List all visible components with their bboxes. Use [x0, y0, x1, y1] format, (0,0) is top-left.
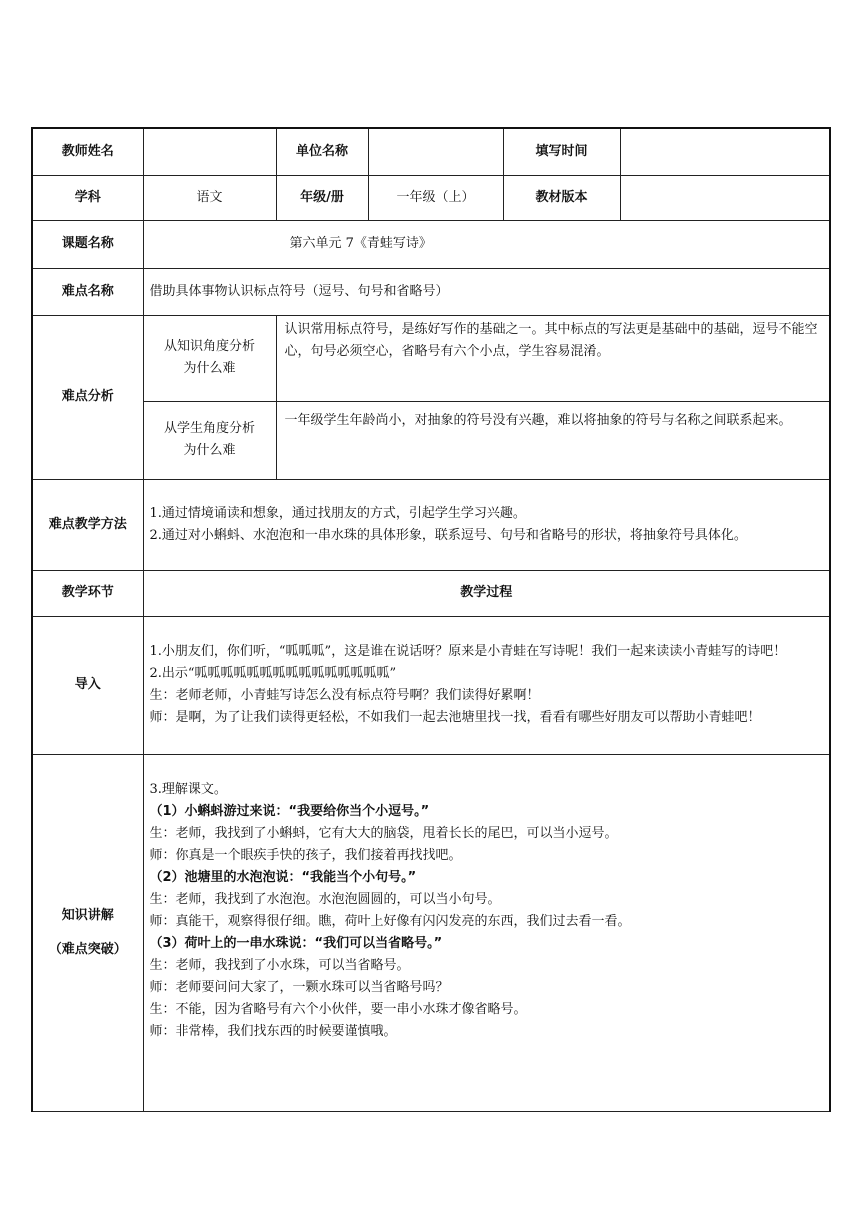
knowledge-sublabel: （难点突破）	[48, 941, 127, 957]
student-angle-line-1: 从学生角度分析	[163, 421, 255, 436]
method-text	[143, 479, 830, 570]
row-difficulty	[32, 268, 830, 315]
knowledge-label-cell	[32, 754, 143, 1111]
process-title: 教学过程	[143, 570, 830, 616]
edition-label: 教材版本	[503, 175, 620, 220]
row-subject	[32, 175, 830, 220]
row-analysis-knowledge	[32, 315, 830, 401]
knowledge-angle-line-1: 从知识角度分析	[163, 339, 255, 354]
fill-time-label: 填写时间	[503, 128, 620, 175]
student-angle-label	[143, 401, 276, 479]
knowledge-line-10: 生：不能，因为省略号有六个小伙伴，要一串小水珠才像省略号。	[149, 1001, 527, 1017]
knowledge-angle-label	[143, 315, 276, 401]
teacher-name-label: 教师姓名	[32, 128, 143, 175]
student-angle-text: 一年级学生年龄尚小，对抽象的符号没有兴趣，难以将抽象的符号与名称之间联系起来。	[276, 401, 830, 479]
unit-name-label: 单位名称	[276, 128, 368, 175]
method-line-1: 1.通过情境诵读和想象，通过找朋友的方式，引起学生学习兴趣。	[149, 505, 526, 521]
process-step-label: 教学环节	[32, 570, 143, 616]
row-analysis-student	[32, 401, 830, 479]
method-line-2: 2.通过对小蝌蚪、水泡泡和一串水珠的具体形象，联系逗号、句号和省略号的形状，将抽象符号具体化。	[149, 527, 747, 543]
subject-value: 语文	[143, 175, 276, 220]
row-intro	[32, 616, 830, 754]
knowledge-line-0: 3.理解课文。	[149, 781, 227, 797]
row-knowledge	[32, 754, 830, 1111]
knowledge-label: 知识讲解	[61, 907, 114, 923]
subject-label: 学科	[32, 175, 143, 220]
intro-text	[143, 616, 830, 754]
row-topic	[32, 220, 830, 268]
intro-line-3: 生：老师老师，小青蛙写诗怎么没有标点符号啊？我们读得好累啊！	[149, 688, 540, 703]
knowledge-line-6: 师：真能干，观察得很仔细。瞧，荷叶上好像有闪闪发亮的东西，我们过去看一看。	[149, 913, 631, 929]
method-label: 难点教学方法	[32, 479, 143, 570]
knowledge-line-9: 师：老师要问问大家了，一颗水珠可以当省略号吗？	[149, 979, 449, 995]
intro-line-1: 1.小朋友们，你们听，“呱呱呱”，这是谁在说话呀？原来是小青蛙在写诗呢！我们一起来读读小青蛙写的诗吧！	[149, 644, 787, 659]
intro-line-4: 师：是啊，为了让我们读得更轻松，不如我们一起去池塘里找一找，看看有哪些好朋友可以帮助小青蛙吧！	[149, 710, 761, 725]
knowledge-heading-3: （3）荷叶上的一串水珠说：“我们可以当省略号。”	[149, 935, 443, 951]
lesson-plan-table	[31, 127, 831, 1112]
edition-value[interactable]	[620, 175, 830, 220]
intro-line-2: 2.出示“呱呱呱呱呱呱呱呱呱呱呱呱呱呱呱”	[149, 666, 397, 681]
row-method	[32, 479, 830, 570]
grade-label: 年级/册	[276, 175, 368, 220]
knowledge-line-3: 师：你真是一个眼疾手快的孩子，我们接着再找找吧。	[149, 847, 462, 863]
grade-value: 一年级（上）	[368, 175, 503, 220]
row-process-header	[32, 570, 830, 616]
analysis-label: 难点分析	[32, 315, 143, 479]
student-angle-line-2: 为什么难	[183, 443, 236, 458]
topic-label: 课题名称	[32, 220, 143, 268]
fill-time-value[interactable]	[620, 128, 830, 175]
knowledge-text	[143, 754, 830, 1111]
knowledge-line-2: 生：老师，我找到了小蝌蚪，它有大大的脑袋，甩着长长的尾巴，可以当小逗号。	[149, 825, 618, 841]
topic-value: 第六单元 7《青蛙写诗》	[143, 220, 830, 268]
knowledge-angle-line-2: 为什么难	[183, 361, 236, 376]
teacher-name-value[interactable]	[143, 128, 276, 175]
knowledge-heading-1: （1）小蝌蚪游过来说：“我要给你当个小逗号。”	[149, 803, 430, 819]
knowledge-heading-2: （2）池塘里的水泡泡说：“我能当个小句号。”	[149, 869, 417, 885]
knowledge-line-5: 生：老师，我找到了水泡泡。水泡泡圆圆的，可以当小句号。	[149, 891, 501, 907]
difficulty-label: 难点名称	[32, 268, 143, 315]
intro-label: 导入	[32, 616, 143, 754]
row-teacher	[32, 128, 830, 175]
unit-name-value[interactable]	[368, 128, 503, 175]
knowledge-line-8: 生：老师，我找到了小水珠，可以当省略号。	[149, 957, 410, 973]
difficulty-value: 借助具体事物认识标点符号（逗号、句号和省略号）	[143, 268, 830, 315]
knowledge-line-11: 师：非常棒，我们找东西的时候要谨慎哦。	[149, 1023, 397, 1039]
knowledge-angle-text: 认识常用标点符号，是练好写作的基础之一。其中标点的写法更是基础中的基础，逗号不能空心，句号必须空心，省略号有六个小点，学生容易混淆。	[276, 315, 830, 401]
